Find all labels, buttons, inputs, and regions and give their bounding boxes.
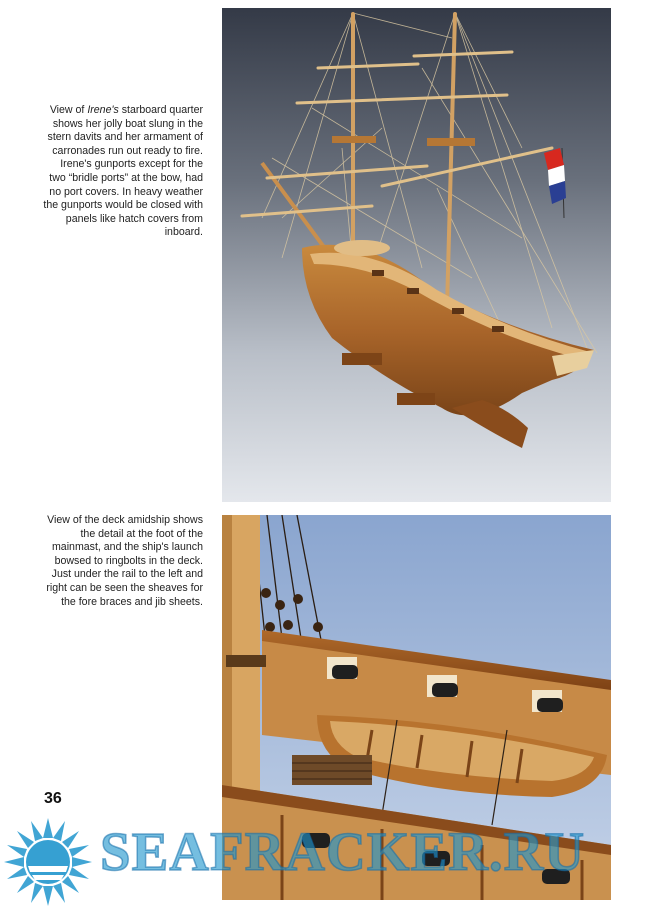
caption-top-ship-name: Irene's — [87, 104, 119, 116]
caption-top-prefix: View of — [49, 104, 88, 116]
watermark-text: SEAFRACKER.RU — [100, 821, 586, 882]
page-number: 36 — [44, 790, 62, 807]
caption-bottom — [43, 514, 203, 609]
caption-top-body: starboard quarter shows her jolly boat slung in the stern davits and her armament of carronades run out ready to fire. Irene's gunports except for the two “bridle ports” at the bow, had no port covers. In heavy weather the gunports would be closed with panels like hatch covers from inboard. — [43, 104, 203, 239]
caption-top — [43, 104, 203, 240]
photo-ship-starboard-quarter — [222, 8, 611, 502]
caption-bottom-text: View of the deck amidship shows the detail at the foot of the mainmast, and the ship's launch bowsed to ringbolts in the deck. Just under the rail to the left and right can be seen the sheaves for the fore braces and jib sheets. — [46, 514, 203, 608]
ship-model-illustration — [222, 8, 611, 502]
